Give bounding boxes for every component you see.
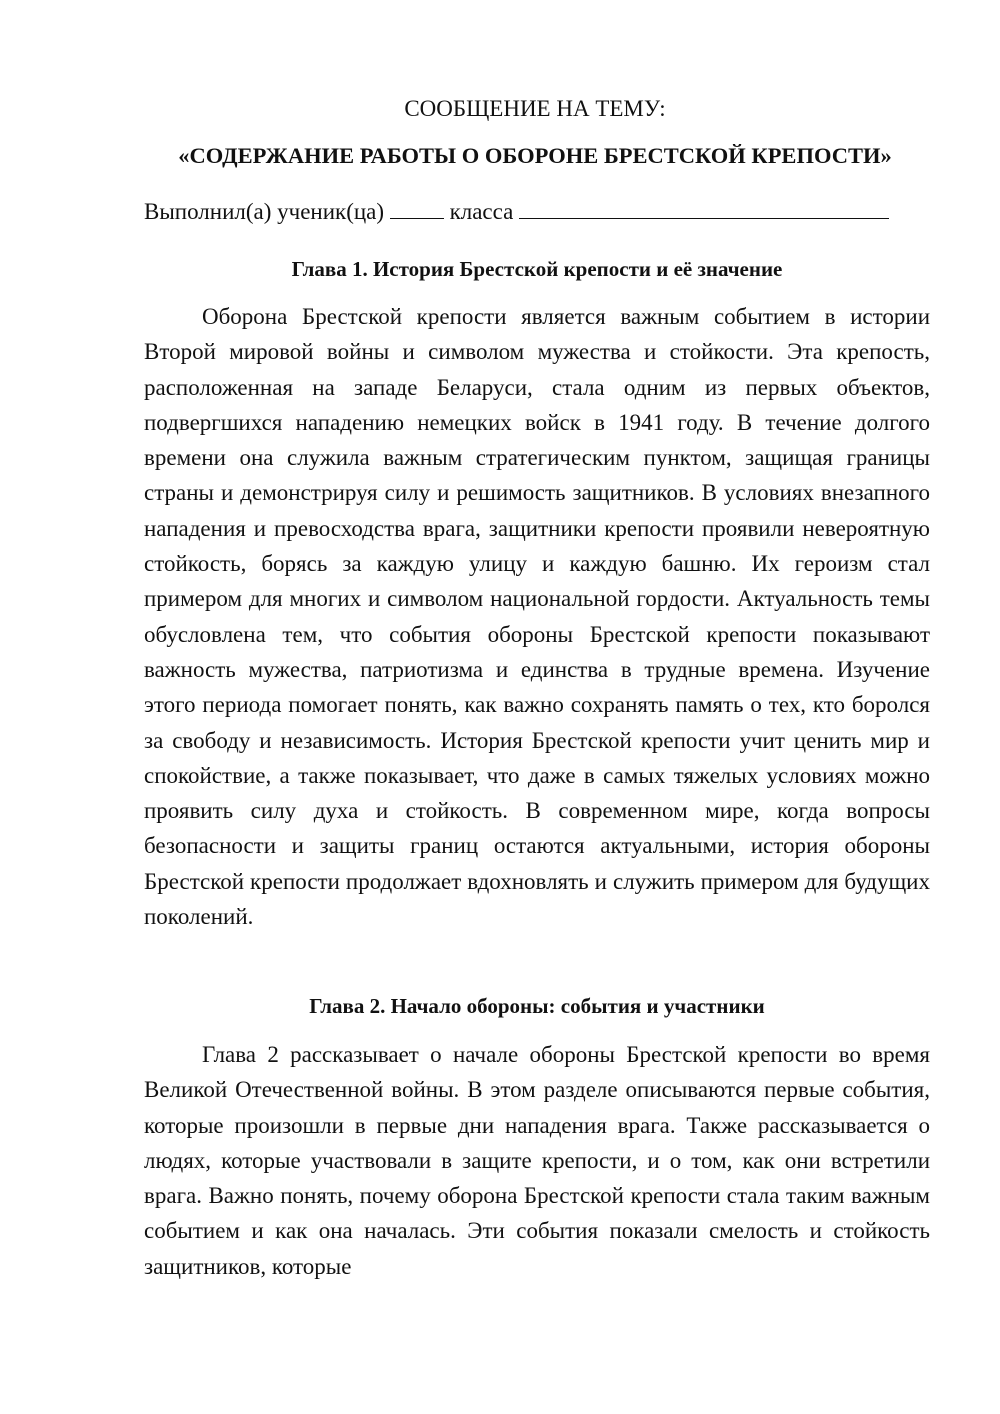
class-blank-field: [390, 198, 444, 219]
author-line: [144, 197, 934, 227]
chapter-1-heading: Глава 1. История Брестской крепости и её значение: [291, 257, 783, 281]
name-blank-field: [519, 198, 889, 219]
document-title: «СОДЕРЖАНИЕ РАБОТЫ О ОБОРОНЕ БРЕСТСКОЙ КРЕПОСТИ»: [178, 143, 892, 168]
class-label: класса: [449, 199, 514, 224]
document-label: СООБЩЕНИЕ НА ТЕМУ:: [404, 96, 666, 121]
chapter-1-paragraph: Оборона Брестской крепости является важным событием в истории Второй мировой войны и символом мужества и стойкости. Эта крепость, расположенная на западе Беларуси, стала одним из первых объектов, подвергшихся нападению немецких войск в 1941 году. В течение долгого времени она служила важным стратегическим пунктом, защищая границы страны и демонстрируя силу и решимость защитников. В условиях внезапного нападения и превосходства врага, защитники крепости проявили невероятную стойкость, борясь за каждую улицу и каждую башню. Их героизм стал примером для многих и символом национальной гордости. Актуальность темы обусловлена тем, что события обороны Брестской крепости показывают важность мужества, патриотизма и единства в трудные времена. Изучение этого периода помогает понять, как важно сохранять память о тех, кто боролся за свободу и независимость. История Брестской крепости учит ценить мир и спокойствие, а также показывает, что даже в самых тяжелых условиях можно проявить силу духа и стойкость. В современном мире, когда вопросы безопасности и защиты границ остаются актуальными, история обороны Брестской крепости продолжает вдохновлять и служить примером для будущих поколений.: [144, 304, 930, 930]
chapter-2-heading: Глава 2. Начало обороны: события и участники: [309, 994, 765, 1018]
author-prefix: Выполнил(а) ученик(ца): [144, 199, 385, 224]
chapter-2-paragraph: Глава 2 рассказывает о начале обороны Брестской крепости во время Великой Отечественной войны. В этом разделе описываются первые события, которые произошли в первые дни нападения врага. Также рассказывается о людях, которые участвовали в защите крепости, и о том, как они встретили врага. Важно понять, почему оборона Брестской крепости стала таким важным событием и как она началась. Эти события показали смелость и стойкость защитников, которые: [144, 1042, 930, 1279]
